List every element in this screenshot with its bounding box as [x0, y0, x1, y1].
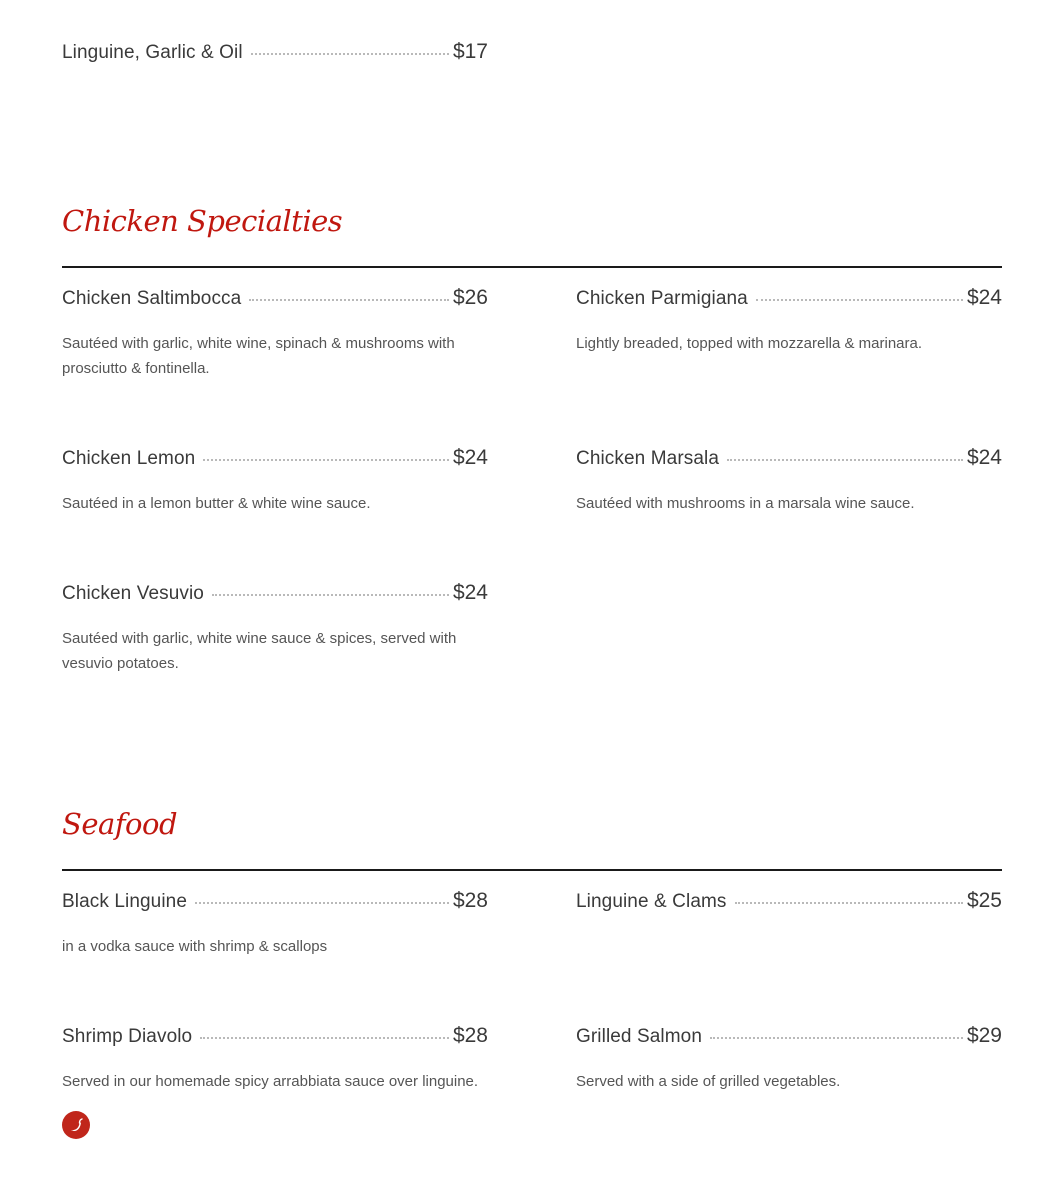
- menu-item: [576, 1024, 1002, 1094]
- item-description: Served in our homemade spicy arrabbiata sauce over linguine.: [62, 1073, 479, 1090]
- leader-dots: [710, 1037, 963, 1039]
- item-description: Served with a side of grilled vegetables.: [576, 1073, 841, 1090]
- leader-dots: [195, 902, 449, 904]
- item-description: Sautéed in a lemon butter & white wine sauce.: [62, 495, 371, 512]
- item-price: $24: [966, 286, 1002, 309]
- item-name: Chicken Parmigiana: [576, 288, 748, 309]
- item-name: Chicken Marsala: [576, 448, 719, 469]
- item-description: Sautéed with garlic, white wine, spinach & mushrooms with prosciutto & fontinella.: [62, 335, 455, 377]
- menu-item-linguine-garlic-oil: [62, 40, 488, 72]
- menu-item: [62, 889, 488, 959]
- menu-item: [62, 286, 488, 381]
- item-line: [576, 889, 1002, 921]
- leader-dots: [249, 299, 449, 301]
- item-price: $24: [452, 581, 488, 604]
- chili-pepper-icon: [62, 1111, 90, 1139]
- item-price: $17: [452, 40, 488, 63]
- item-price: $28: [452, 1024, 488, 1047]
- leader-dots: [727, 459, 963, 461]
- item-price: $29: [966, 1024, 1002, 1047]
- section-title-chicken: Chicken Specialties: [62, 204, 343, 238]
- item-description: in a vodka sauce with shrimp & scallops: [62, 938, 328, 955]
- item-line: [576, 1024, 1002, 1056]
- leader-dots: [756, 299, 963, 301]
- item-line: [62, 581, 488, 613]
- item-line: [62, 40, 488, 72]
- item-name: Linguine, Garlic & Oil: [62, 42, 243, 63]
- item-name: Grilled Salmon: [576, 1026, 703, 1047]
- item-name: Chicken Lemon: [62, 448, 196, 469]
- section-title-seafood: Seafood: [62, 807, 178, 841]
- item-name: Linguine & Clams: [576, 891, 727, 912]
- item-line: [62, 286, 488, 318]
- section-divider: [62, 869, 1002, 871]
- menu-item: [576, 889, 1002, 921]
- menu-item: [62, 581, 488, 676]
- item-description: Sautéed with garlic, white wine sauce & spices, served with vesuvio potatoes.: [62, 630, 457, 672]
- item-price: $24: [452, 446, 488, 469]
- item-price: $28: [452, 889, 488, 912]
- item-line: [62, 889, 488, 921]
- item-line: [576, 286, 1002, 318]
- menu-item: [576, 446, 1002, 516]
- menu-item: [62, 446, 488, 516]
- item-price: $24: [966, 446, 1002, 469]
- leader-dots: [212, 594, 449, 596]
- item-price: $25: [966, 889, 1002, 912]
- item-line: [62, 1024, 488, 1056]
- menu-item: [62, 1024, 488, 1094]
- item-description: Lightly breaded, topped with mozzarella & marinara.: [576, 335, 923, 352]
- item-description: Sautéed with mushrooms in a marsala wine sauce.: [576, 495, 915, 512]
- item-name: Shrimp Diavolo: [62, 1026, 193, 1047]
- item-line: [576, 446, 1002, 478]
- item-name: Chicken Vesuvio: [62, 583, 204, 604]
- menu-item: [576, 286, 1002, 356]
- item-line: [62, 446, 488, 478]
- item-name: Black Linguine: [62, 891, 187, 912]
- leader-dots: [251, 53, 449, 55]
- section-divider: [62, 266, 1002, 268]
- leader-dots: [200, 1037, 449, 1039]
- item-price: $26: [452, 286, 488, 309]
- leader-dots: [735, 902, 963, 904]
- item-name: Chicken Saltimbocca: [62, 288, 242, 309]
- leader-dots: [203, 459, 449, 461]
